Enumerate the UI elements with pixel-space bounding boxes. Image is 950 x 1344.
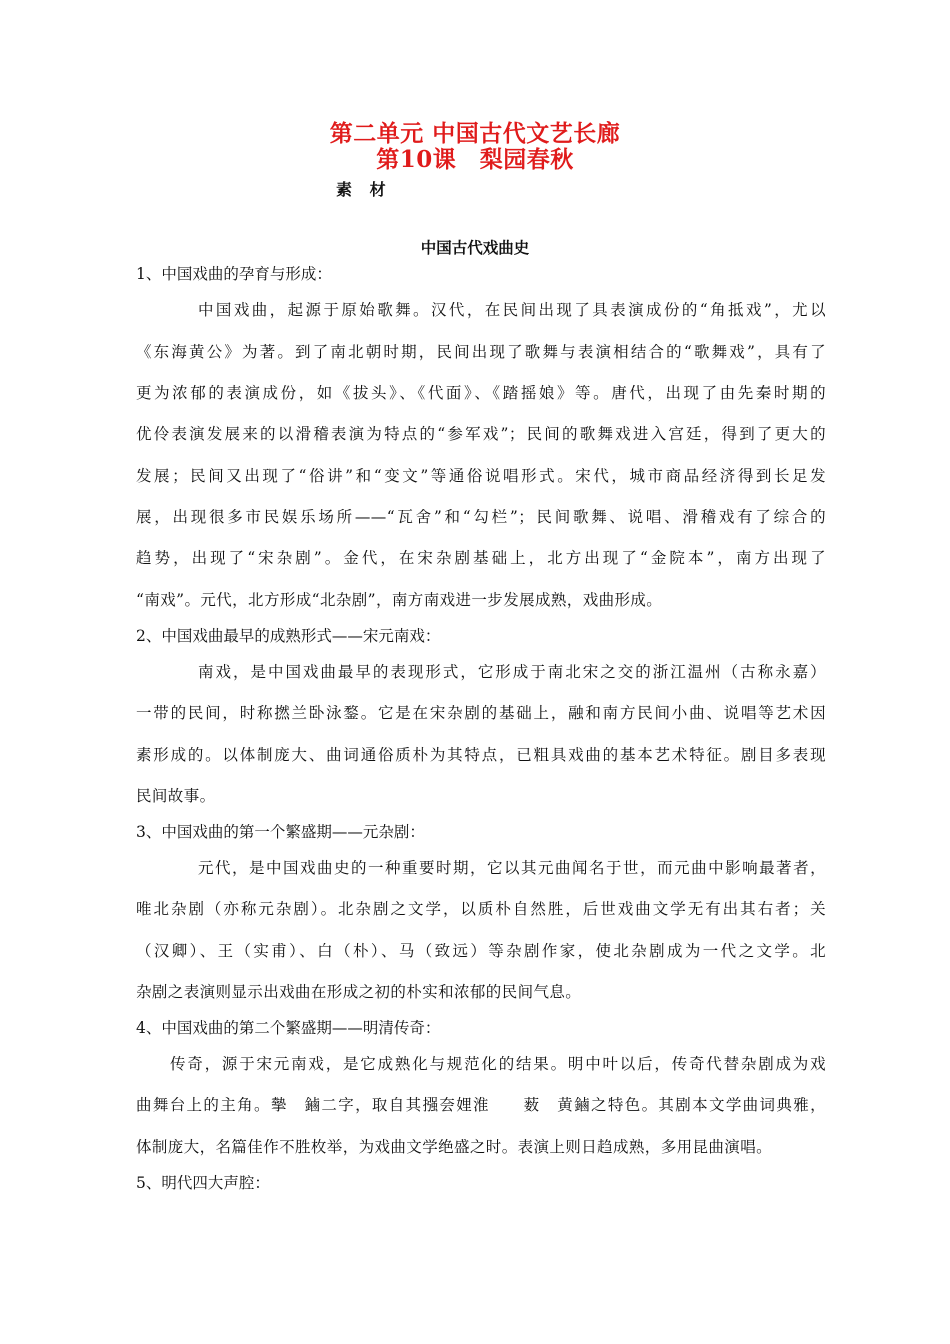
paragraph-line: 杂剧之表演则显示出戏曲在形成之初的朴实和浓郁的民间气息。	[136, 983, 582, 1001]
paragraph-line: 趋势，出现了“宋杂剧”。金代，在宋杂剧基础上，北方出现了“金院本”，南方出现了	[136, 549, 826, 567]
paragraph-line: 体制庞大，名篇佳作不胜枚举，为戏曲文学绝盛之时。表演上则日趋成熟，多用昆曲演唱。	[136, 1138, 773, 1156]
lesson-title: 第10课 梨园春秋	[376, 146, 574, 173]
paragraph-line: 优伶表演发展来的以滑稽表演为特点的“参军戏”；民间的歌舞戏进入宫廷，得到了更大的	[136, 425, 826, 443]
section-heading: 1、中国戏曲的孕育与形成：	[136, 265, 332, 283]
material-label: 素 材	[336, 180, 392, 199]
paragraph-line: 更为浓郁的表演成份，如《拔头》、《代面》、《踏摇娘》等。唐代，出现了由先秦时期的	[136, 384, 826, 402]
paragraph-line: 《东海黄公》为著。到了南北朝时期，民间出现了歌舞与表演相结合的“歌舞戏”，具有了	[136, 343, 826, 361]
section-heading: 4、中国戏曲的第二个繁盛期——明清传奇：	[136, 1019, 441, 1037]
paragraph-line: 民间故事。	[136, 787, 216, 805]
paragraph-line: 中国戏曲，起源于原始歌舞。汉代，在民间出现了具表演成份的“角抵戏”，尤以	[198, 301, 826, 319]
paragraph-line: 南戏，是中国戏曲最早的表现形式，它形成于南北宋之交的浙江温州（古称永嘉）	[198, 663, 826, 681]
paragraph-line: 曲舞台上的主角。摰 鏀二字，取自其摾夽娌淮 薮 黄鏀之特色。其剧本文学曲词典雅，	[136, 1096, 826, 1114]
paragraph-line: （汉卿）、王（实甫）、白（朴）、马（致远）等杂剧作家，使北杂剧成为一代之文学。北	[136, 942, 826, 960]
section-heading: 2、中国戏曲最早的成熟形式——宋元南戏：	[136, 627, 441, 645]
section-heading: 3、中国戏曲的第一个繁盛期——元杂剧：	[136, 823, 425, 841]
paragraph-line: 素形成的。以体制庞大、曲词通俗质朴为其特点，已粗具戏曲的基本艺术特征。剧目多表现	[136, 746, 826, 764]
paragraph-line: 一带的民间，时称撚兰卧泳鍪。它是在宋杂剧的基础上，融和南方民间小曲、说唱等艺术因	[136, 704, 826, 722]
paragraph-line: 元代，是中国戏曲史的一种重要时期，它以其元曲闻名于世，而元曲中影响最著者，	[198, 859, 826, 877]
unit-title: 第二单元 中国古代文艺长廊	[329, 120, 621, 147]
paragraph-line: 展，出现很多市民娱乐场所——“瓦舍”和“勾栏”；民间歌舞、说唱、滑稽戏有了综合的	[136, 508, 826, 526]
section-heading: 5、明代四大声腔：	[136, 1174, 270, 1192]
paragraph-line: 发展；民间又出现了“俗讲”和“变文”等通俗说唱形式。宋代，城市商品经济得到长足发	[136, 467, 826, 485]
paragraph-line: 唯北杂剧（亦称元杂剧）。北杂剧之文学，以质朴自然胜，后世戏曲文学无有出其右者；关	[136, 900, 826, 918]
paragraph-line: 传奇，源于宋元南戏，是它成熟化与规范化的结果。明中叶以后，传奇代替杂剧成为戏	[170, 1055, 826, 1073]
paragraph-line: “南戏”。元代，北方形成“北杂剧”，南方南戏进一步发展成熟，戏曲形成。	[136, 591, 663, 609]
article-title: 中国古代戏曲史	[420, 238, 530, 257]
